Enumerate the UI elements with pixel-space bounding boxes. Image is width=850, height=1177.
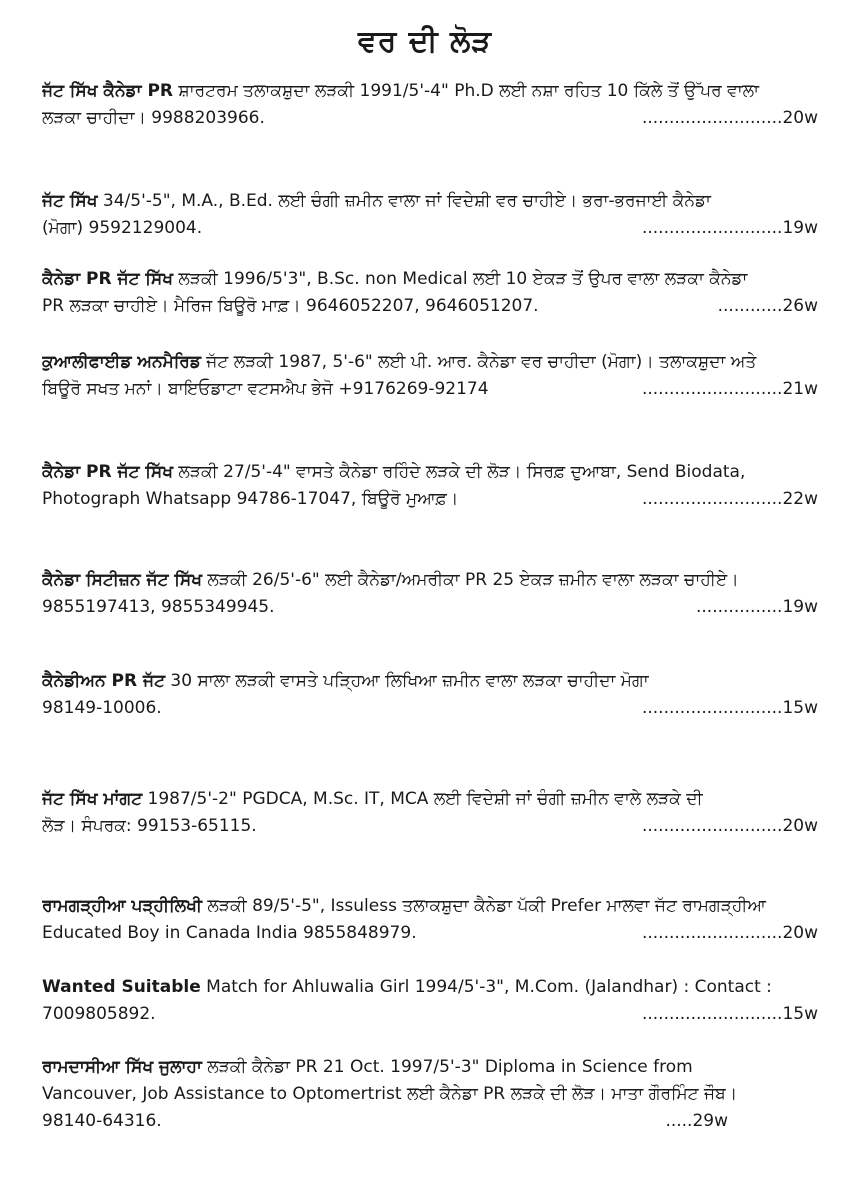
ad-contact: Educated Boy in Canada India 9855848979.: [42, 923, 417, 943]
classified-ad-8: [42, 786, 818, 840]
ad-line-1: [42, 266, 818, 293]
ad-line-1: [42, 349, 818, 376]
classified-ad-10: [42, 974, 818, 1028]
ad-line-1: [42, 78, 818, 105]
ad-line-1: [42, 567, 818, 594]
ad-text: ਲੜਕੀ 27/5'-4" ਵਾਸਤੇ ਕੈਨੇਡਾ ਰਹਿੰਦੇ ਲੜਕੇ ਦੀ ਲੋੜ। ਸਿਰਫ਼ ਦੁਆਬਾ, Send Biodata,: [173, 462, 746, 482]
ad-lead: ਜੱਟ ਸਿੱਖ: [42, 191, 98, 211]
ad-text: ਜੱਟ ਲੜਕੀ 1987, 5'-6" ਲਈ ਪੀ. ਆਰ. ਕੈਨੇਡਾ ਵਰ ਚਾਹੀਦਾ (ਮੋਗਾ)। ਤਲਾਕਸ਼ੁਦਾ ਅਤੇ: [200, 352, 757, 372]
ad-text: ਲੜਕੀ 89/5'-5", Issuless ਤਲਾਕਸ਼ੁਦਾ ਕੈਨੇਡਾ ਪੱਕੀ Prefer ਮਾਲਵਾ ਜੱਟ ਰਾਮਗੜ੍ਹੀਆ: [201, 896, 766, 916]
ad-contact: ਲੋੜ। ਸੰਪਰਕ: 99153-65115.: [42, 816, 257, 836]
ad-contact: 9855197413, 9855349945.: [42, 597, 275, 617]
ad-text: 1987/5'-2" PGDCA, M.Sc. IT, MCA ਲਈ ਵਿਦੇਸ਼ੀ ਜਾਂ ਚੰਗੀ ਜ਼ਮੀਨ ਵਾਲੇ ਲੜਕੇ ਦੀ: [142, 789, 703, 809]
ad-code: ..........................22w: [641, 489, 818, 509]
ad-line-1b: Vancouver, Job Assistance to Optomertrist ਲਈ ਕੈਨੇਡਾ PR ਲੜਕੇ ਦੀ ਲੋੜ। ਮਾਤਾ ਗੌਰਮਿੰਟ ਜੌਬ।: [42, 1084, 738, 1104]
ad-line-2: [42, 594, 818, 621]
ad-text: ਸ਼ਾਰਟਰਮ ਤਲਾਕਸ਼ੁਦਾ ਲੜਕੀ 1991/5'-4" Ph.D ਲਈ ਨਸ਼ਾ ਰਹਿਤ 10 ਕਿੱਲੇ ਤੋਂ ਉੱਪਰ ਵਾਲਾ: [173, 81, 759, 101]
ad-line-2: [42, 1001, 818, 1028]
ad-lead: ਕੁਆਲੀਫਾਈਡ ਅਨਮੈਰਿਡ: [42, 352, 201, 372]
ad-code: ..........................15w: [641, 698, 818, 718]
ad-line-1: [42, 188, 818, 215]
classified-ad-5: [42, 459, 818, 513]
ad-line-2: [42, 920, 818, 947]
ad-code: ..........................20w: [641, 816, 818, 836]
classified-ad-1: [42, 78, 818, 132]
ad-lead: ਰਾਮਦਾਸੀਆ ਸਿੱਖ ਜੁਲਾਹਾ: [42, 1057, 202, 1077]
ad-code: ..........................19w: [641, 218, 818, 238]
page-title: ਵਰ ਦੀ ਲੋੜ: [357, 24, 493, 59]
ad-lead: ਕੈਨੇਡਾ PR ਜੱਟ ਸਿੱਖ: [42, 462, 174, 482]
ad-text: ਲੜਕੀ 1996/5'3", B.Sc. non Medical ਲਈ 10 ਏਕੜ ਤੋਂ ਉਪਰ ਵਾਲਾ ਲੜਕਾ ਕੈਨੇਡਾ: [173, 269, 748, 289]
ad-contact: 98149-10006.: [42, 698, 162, 718]
ad-contact: (ਮੋਗਾ) 9592129004.: [42, 218, 203, 238]
ad-code: ..........................21w: [641, 379, 818, 399]
ad-line-2: [42, 293, 818, 320]
ad-line-2: [42, 105, 818, 132]
ad-code: ..........................15w: [641, 1004, 818, 1024]
ad-code: .....29w: [665, 1111, 728, 1131]
ad-line-1: [42, 1054, 818, 1081]
ad-lead: ਕੈਨੇਡਾ ਸਿਟੀਜ਼ਨ ਜੱਟ ਸਿੱਖ: [42, 570, 202, 590]
ad-contact: ਲੜਕਾ ਚਾਹੀਦਾ। 9988203966.: [42, 108, 265, 128]
ad-contact: 7009805892.: [42, 1004, 156, 1024]
classified-ad-9: [42, 893, 818, 947]
ad-line-1: [42, 974, 818, 1001]
classified-ad-7: [42, 668, 818, 722]
ad-lead: ਕੈਨੇਡੀਅਨ PR ਜੱਟ: [42, 671, 166, 691]
ad-line-2: [42, 695, 818, 722]
ad-code: ............26w: [717, 296, 818, 316]
ad-text: Match for Ahluwalia Girl 1994/5'-3", M.Com. (Jalandhar) : Contact :: [200, 977, 772, 997]
ad-contact: ਬਿਊਰੋ ਸਖਤ ਮਨਾਂ। ਬਾਇਓਡਾਟਾ ਵਟਸਐਪ ਭੇਜੋ +9176269-92174: [42, 379, 489, 399]
ad-contact: Photograph Whatsapp 94786-17047, ਬਿਊਰੋ ਮੁਆਫ਼।: [42, 489, 459, 509]
classified-ad-4: [42, 349, 818, 403]
ad-text: ਲੜਕੀ 26/5'-6" ਲਈ ਕੈਨੇਡਾ/ਅਮਰੀਕਾ PR 25 ਏਕੜ ਜ਼ਮੀਨ ਵਾਲਾ ਲੜਕਾ ਚਾਹੀਏ।: [201, 570, 739, 590]
ad-line-1: [42, 786, 818, 813]
ad-contact: PR ਲੜਕਾ ਚਾਹੀਏ। ਮੈਰਿਜ ਬਿਊਰੋ ਮਾਫ਼। 9646052207, 9646051207.: [42, 296, 539, 316]
ad-lead: ਕੈਨੇਡਾ PR ਜੱਟ ਸਿੱਖ: [42, 269, 174, 289]
ad-text: ਲੜਕੀ ਕੈਨੇਡਾ PR 21 Oct. 1997/5'-3" Diploma in Science from: [201, 1057, 693, 1077]
ad-line-2: [42, 215, 818, 242]
ad-code: ................19w: [696, 597, 818, 617]
classified-ad-3: [42, 266, 818, 320]
ad-code: ..........................20w: [641, 923, 818, 943]
ad-lead: ਜੱਟ ਸਿੱਖ ਮਾਂਗਟ: [42, 789, 143, 809]
ad-line-2: [42, 376, 818, 403]
ad-line-2: [42, 486, 818, 513]
ad-code: ..........................20w: [641, 108, 818, 128]
ad-line-1: [42, 893, 818, 920]
ad-contact: 98140-64316.: [42, 1111, 162, 1131]
ad-line-1: [42, 668, 818, 695]
ad-text: 34/5'-5", M.A., B.Ed. ਲਈ ਚੰਗੀ ਜ਼ਮੀਨ ਵਾਲਾ ਜਾਂ ਵਿਦੇਸ਼ੀ ਵਰ ਚਾਹੀਏ। ਭਰਾ-ਭਰਜਾਈ ਕੈਨੇਡਾ: [97, 191, 711, 211]
classified-ad-2: [42, 188, 818, 242]
ad-text: 30 ਸਾਲਾ ਲੜਕੀ ਵਾਸਤੇ ਪੜ੍ਹਿਆ ਲਿਖਿਆ ਜ਼ਮੀਨ ਵਾਲਾ ਲੜਕਾ ਚਾਹੀਦਾ ਮੋਗਾ: [165, 671, 649, 691]
ad-lead: ਜੱਟ ਸਿੱਖ ਕੈਨੇਡਾ PR: [42, 81, 174, 101]
classified-ad-11: [42, 1054, 818, 1135]
classified-ad-6: [42, 567, 818, 621]
ad-line-2: [42, 813, 818, 840]
ad-lead: Wanted Suitable: [42, 977, 201, 997]
ad-line-2: [42, 1108, 728, 1135]
ad-lead: ਰਾਮਗੜ੍ਹੀਆ ਪੜ੍ਹੀਲਿਖੀ: [42, 896, 202, 916]
ad-line-1: [42, 459, 818, 486]
